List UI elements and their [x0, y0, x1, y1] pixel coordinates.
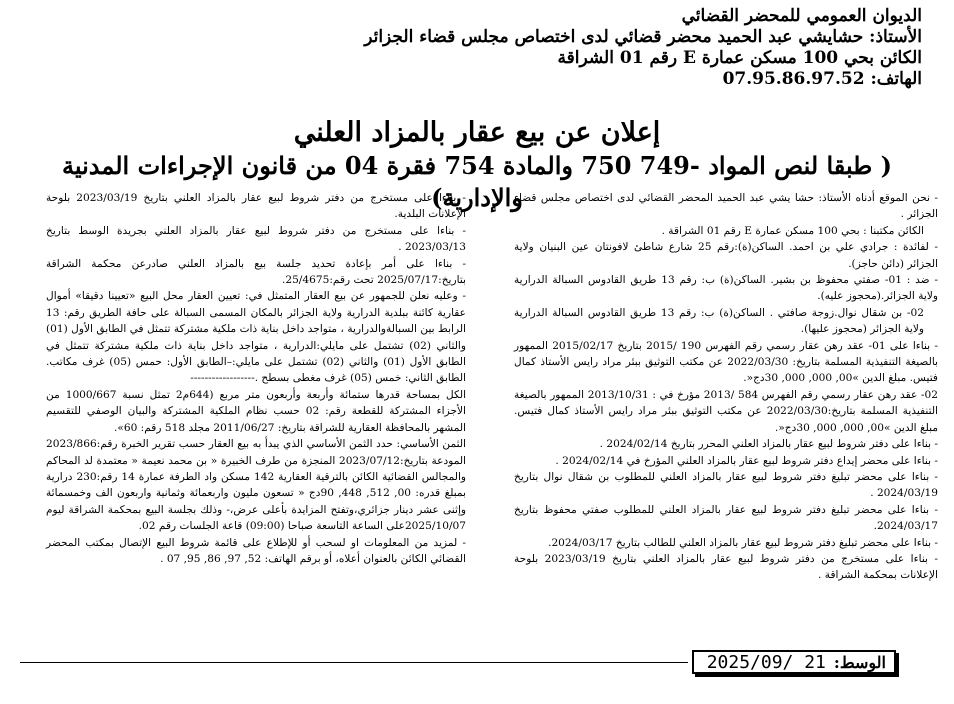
paragraph: - ضد : 01- صفتي محفوظ بن بشير. الساكن(ة) ب: رقم 13 طريق القادوس السبالة الدرارية ولاية الجزائر.(محجوز عليه). [514, 274, 938, 303]
newspaper-name: الوسط: [833, 652, 886, 672]
office-address: الكائن بحي 100 مسكن عمارة E رقم 01 الشراقة [557, 48, 922, 68]
paragraph: الكائن مكتبنا : بحي 100 مسكن عمارة E رقم 01 الشراقة . [661, 224, 924, 237]
paragraph: 02- عقد رهن عقار رسمي رقم الفهرس 584 /2013 مؤرخ في : 2013/10/31 الممهور بالصيغة التنفيذية المسلمة بتاريخ:2022/03/30 عن مكتب التوثيق ببئر مراد رايس الأستاذ كمال فتيس. مبلغ الدين »00, 000, 000, 30دج«. [514, 388, 938, 434]
paragraph: - بناءا على محضر تبليغ دفتر شروط لبيع عقار بالمزاد العلني للمطلوب صفتي محفوظ بتاريخ 2024/03/17. [514, 503, 938, 533]
right-column [514, 190, 938, 584]
title-sub: ( طبقا لنص المواد -749 750 والمادة 754 فقرة 04 من قانون الإجراءات المدنية والإدارية) [61, 151, 892, 212]
paragraph: - بناءا على محضر إيداع دفتر شروط لبيع عقار بالمزاد العلني المؤرخ في 2024/02/14 . [555, 454, 938, 467]
newspaper-date-box [692, 650, 896, 674]
paragraph: - بناءا على مستخرج من دفتر شروط لبيع عقار بالمزاد العلني بتاريخ 2023/03/19 بلوحة الإعلانات البلدية. [46, 192, 466, 221]
paragraph: - نحن الموقع أدناه الأستاذ: حشا يشي عبد الحميد المحضر القضائي لدى اختصاص مجلس قضاء الجزائر . [514, 192, 938, 221]
paragraph: - وعليه نعلن للجمهور عن بيع العقار المتمثل في: تعيين العقار محل البيع «تعيينا دقيقا» أموال عقارية كائنة ببلدية الدرارية ولاية الجزائر بالمكان المسمى السبالة على حافة الطريق رقم: 13 الرابط بين السبالةوالدرارية ، متواجد داخل بناية ذات ملكية مشتركة تتمثل في الطابق الأول (01) والثاني (02) تشتمل على مايلي:الدرارية ، متواجد داخل بناية ذات ملكية مشتركة تتمثل في الطابق الأول (01) والثاني (02) تشتمل على مايلي:–الطابق الأول: حمس (05) غرف مكاتب. الطابق الثاني: خمس (05) غرف مغطى بسطح .------------------ [46, 290, 466, 385]
title-main: إعلان عن بيع عقار بالمزاد العلني [293, 117, 661, 148]
bailiff-header [222, 6, 922, 90]
publication-date: 2025/09/ 21 [706, 651, 826, 673]
bailiff-name: الأستاذ: حشايشي عبد الحميد محضر قضائي لدى اختصاص مجلس قضاء الجزائر [364, 27, 922, 47]
paragraph: - بناءا على دفتر شروط لبيع عقار بالمزاد العلني المحرر بتاريخ 2024/02/14 . [599, 438, 938, 451]
paragraph: - بناءا على مستخرج من دفتر شروط لبيع عقار بالمزاد العلني بجريدة الوسط بتاريخ 2023/03/13 . [46, 224, 466, 254]
paragraph: - بناءا على أمر بإعادة تحديد جلسة بيع بالمزاد العلني صادرعن محكمة الشراقة بتاريخ:2025/07/17 تحت رقم:25/4675. [46, 257, 466, 287]
paragraph: الثمن الأساسي: حدد الثمن الأساسي الذي يبدأ به بيع العقار حسب تقرير الخبرة رقم:2023/866 المودعة بتاريخ:2023/07/12 المنجزة من طرف الخبيرة « بن محمد نعيمة « معتمدة لد المحاكم والمجالس القضائية الكائن بالترقية العقارية 142 مسكن واد الطرفة عمارة 14 رقم:230 درارية بمبلغ قدره: 00, 512, 448, 90دج « تسعون مليون واربعمائة وثمانية واربعون الف وخمسمائة وإثنى عشر دينار جزائري،وتفتح المزايدة بأعلى عرض،- وذلك بجلسة البيع بمحكمة الشراقة ليوم 2025/10/07على الساعة التاسعة صباحا (09:00) قاعة الجلسات رقم 02. [46, 438, 467, 533]
paragraph: - بناءا على 01- عقد رهن عقار رسمي رقم الفهرس 190 /2015 بتاريخ 2015/02/17 الممهور بالصيغة التنفيذية المسلمة بتاريخ: 2022/03/30 عن مكتب التوثيق ببئر مراد رايس الأستاذ كمال فتيس. مبلغ الدين »00, 000, 000, 30دج«. [514, 339, 938, 385]
paragraph: 02- بن شقال نوال.زوجة صافتي . الساكن(ة) ب: رقم 13 طريق القادوس السبالة الدرارية ولاية الجزائر (محجوز عليها). [514, 306, 924, 336]
paragraph: الكل بمساحة قدرها ستمائة وأربعة وأربعون متر مربع (644م2 تمثل نسبة 1000/667 من الأجزاء المشتركة للقطعة رقم: 02 حسب نظام الملكية المشتركة والبيان الوصفي للتقسيم المشهر بالمحافظة العقارية للشراقة بتاريخ: 2011/06/27 مجلد 518 رقم: 60». [46, 388, 467, 434]
office-phone: الهاتف: 07.95.86.97.52 [722, 69, 922, 89]
footer-divider [20, 662, 688, 663]
paragraph: - بناءا على مستخرج من دفتر شروط لبيع عقار بالمزاد العلني بتاريخ 2023/03/19 بلوحة الإعلانات بمحكمة الشراقة . [514, 552, 938, 582]
paragraph: - لمزيد من المعلومات او لسحب أو للإطلاع على قائمة شروط البيع الإتصال بمكتب المحضر القضائي الكائن بالعنوان أعلاه، أو برقم الهاتف: 52, 97, 86, 95, 07 . [46, 536, 466, 565]
paragraph: - بناءا على محضر تبليغ دفتر شروط لبيع عقار بالمزاد العلني للطالب بتاريخ 2024/03/17. [548, 536, 938, 549]
paragraph: - بناءا على محضر تبليغ دفتر شروط لبيع عقار بالمزاد العلني للمطلوب بن شقال نوال بتاريخ 2024/03/19 . [514, 470, 938, 500]
left-column [46, 190, 466, 567]
office-name: الديوان العمومي للمحضر القضائي [681, 6, 922, 26]
paragraph: - لفائدة : جرادي علي بن احمد. الساكن(ة):رقم 25 شارع شاطئ لافونتان عين البنيان ولاية الجزائر (دائن حاجز). [514, 241, 938, 270]
